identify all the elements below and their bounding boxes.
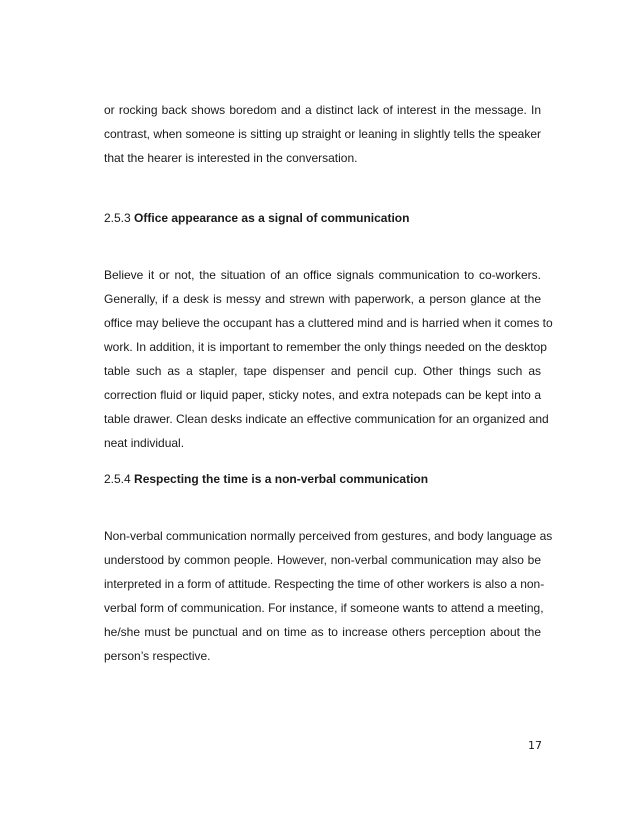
paragraph-line: correction fluid or liquid paper, sticky notes, and extra notepads can be kept into a <box>104 388 541 402</box>
page-number: 17 <box>528 739 542 752</box>
paragraph-line: Non-verbal communication normally perceived from gestures, and body language as <box>104 529 553 543</box>
section-title: Office appearance as a signal of communication <box>134 211 410 225</box>
paragraph-line: neat individual. <box>104 436 185 450</box>
paragraph-line: work. In addition, it is important to remember the only things needed on the desktop <box>104 340 547 354</box>
paragraph-line: that the hearer is interested in the conversation. <box>104 151 358 165</box>
paragraph-line: interpreted in a form of attitude. Respecting the time of other workers is also a non- <box>104 577 545 591</box>
section-heading-2-5-3 <box>104 210 409 226</box>
paragraph-office-appearance <box>104 267 553 459</box>
paragraph-line: understood by common people. However, non-verbal communication may also be <box>104 553 541 567</box>
section-heading-2-5-4 <box>104 471 428 487</box>
paragraph-line: contrast, when someone is sitting up straight or leaning in slightly tells the speaker <box>104 127 541 141</box>
section-number: 2.5.4 <box>104 472 135 486</box>
paragraph-line: office may believe the occupant has a cluttered mind and is harried when it comes to <box>104 316 553 330</box>
paragraph-line: or rocking back shows boredom and a distinct lack of interest in the message. In <box>104 103 541 117</box>
paragraph-line: Believe it or not, the situation of an office signals communication to co-workers. <box>104 268 541 282</box>
section-number: 2.5.3 <box>104 211 135 225</box>
paragraph-nonverbal-posture <box>104 102 541 174</box>
paragraph-line: table such as a stapler, tape dispenser and pencil cup. Other things such as <box>104 364 541 378</box>
paragraph-line: verbal form of communication. For instance, if someone wants to attend a meeting, <box>104 601 544 615</box>
paragraph-line: Generally, if a desk is messy and strewn with paperwork, a person glance at the <box>104 292 541 306</box>
paragraph-respecting-time <box>104 528 553 672</box>
paragraph-line: table drawer. Clean desks indicate an effective communication for an organized and <box>104 412 549 426</box>
paragraph-line: person’s respective. <box>104 649 211 663</box>
section-title: Respecting the time is a non-verbal communication <box>134 472 429 486</box>
paragraph-line: he/she must be punctual and on time as to increase others perception about the <box>104 625 541 639</box>
